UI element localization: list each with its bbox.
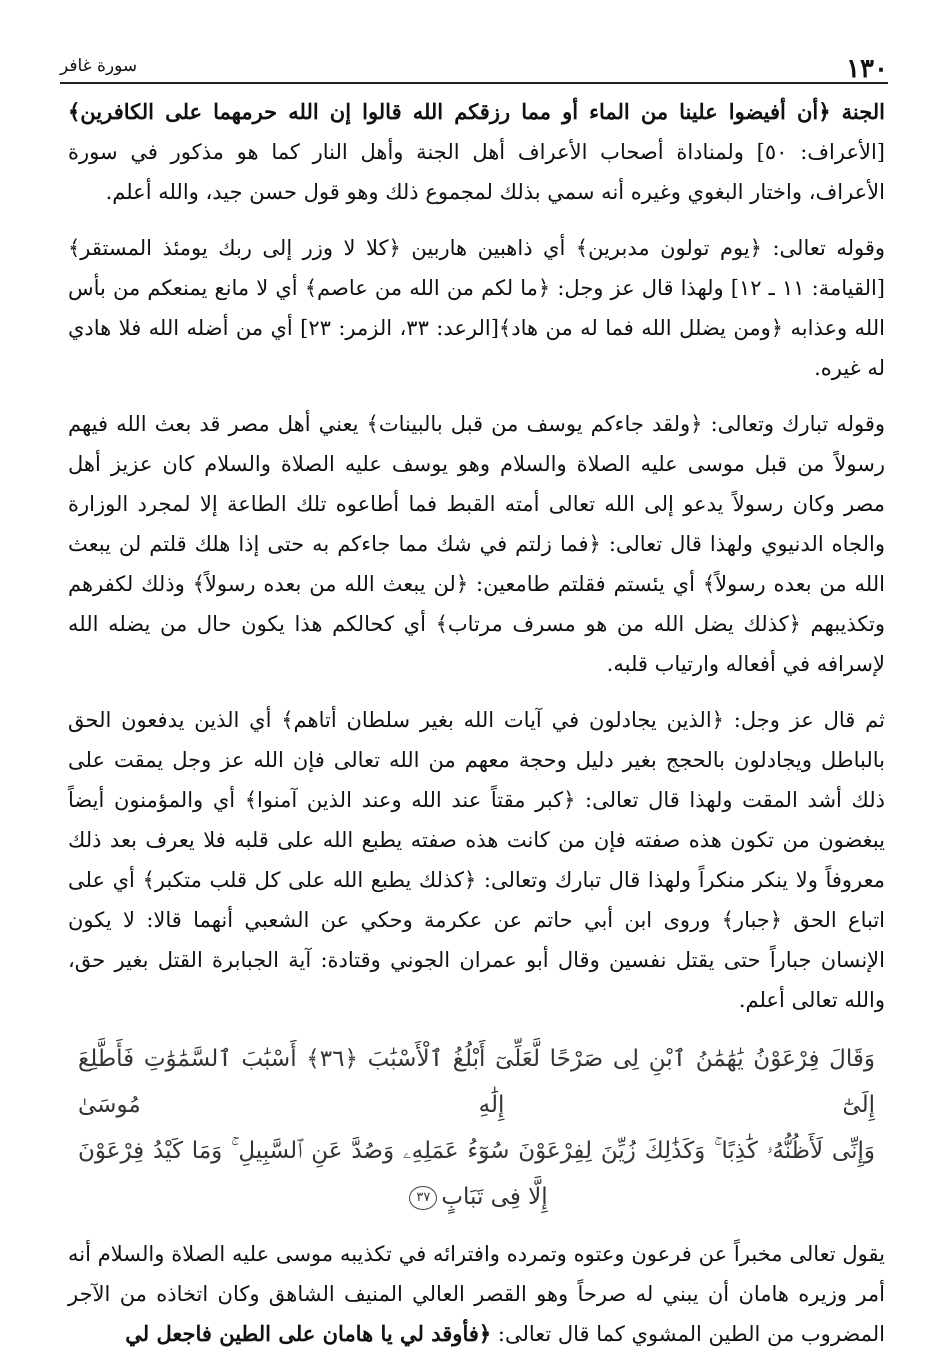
verse-line-3-text: إِلَّا فِى تَبَابٍ [441,1184,548,1210]
paragraph-1-text: [الأعراف: ٥٠] ولمناداة أصحاب الأعراف أهل الجنة وأهل النار كما هو مذكور في سورة الأعراف، واختار البغوي وغيره أنه سمي بذلك لمجموع ذلك وهو قول حسن جيد، والله أعلم. [68,140,885,204]
paragraph-5-text: يقول تعالى مخبراً عن فرعون وعتوه وتمرده وافترائه في تكذيبه موسى عليه الصلاة والسلام أنه أمر وزيره هامان أن يبني له صرحاً وهو القصر العالي المنيف الشاهق وكان اتخاذه من الآجر المضروب من الطين المشوي كما قال تعالى: [68,1242,885,1346]
surah-name: سورة غافر [60,56,138,76]
verse-line-2: وَإِنِّى لَأَظُنُّهُۥ كَٰذِبًا ۚ وَكَذَٰلِكَ زُيِّنَ لِفِرْعَوْنَ سُوٓءُ عَمَلِهِۦ وَصُدَّ عَنِ ٱلسَّبِيلِ ۚ وَمَا كَيْدُ فِرْعَوْنَ [78,1138,875,1164]
paragraph-5-quote: ﴿فأوقد لي يا هامان على الطين فاجعل لي [125,1321,492,1346]
paragraph-1-quote: الجنة ﴿أن أفيضوا علينا من الماء أو مما رزقكم الله قالوا إن الله حرمهما على الكافرين﴾ [68,99,885,124]
paragraph-5 [68,1234,885,1354]
paragraph-3: وقوله تبارك وتعالى: ﴿ولقد جاءكم يوسف من قبل بالبينات﴾ يعني أهل مصر قد بعث الله فيهم رسولاً من قبل موسى عليه الصلاة والسلام وهو يوسف عليه الصلاة والسلام كان عزيز أهل مصر وكان رسولاً يدعو إلى الله تعالى أمته القبط فما أطاعوه تلك الطاعة إلا لمجرد الوزارة والجاه الدنيوي ولهذا قال تعالى: ﴿فما زلتم في شك مما جاءكم به حتى إذا هلك قلتم لن يبعث الله من بعده رسولاً﴾ أي يئستم فقلتم طامعين: ﴿لن يبعث الله من بعده رسولاً﴾ وذلك لكفرهم وتكذيبهم ﴿كذلك يضل الله من هو مسرف مرتاب﴾ أي كحالكم هذا يكون حال من يضله الله لإسرافه في أفعاله وارتياب قلبه. [68,412,885,676]
header-divider [60,82,888,84]
quran-verse-block [78,1036,875,1220]
paragraph-1 [68,92,885,212]
verse-line-3 [78,1174,875,1220]
paragraph-4: ثم قال عز وجل: ﴿الذين يجادلون في آيات الله بغير سلطان أتاهم﴾ أي الذين يدفعون الحق بالباطل ويجادلون بالحجج بغير دليل وحجة معهم من الله تعالى فإن الله عز وجل يمقت على ذلك أشد المقت ولهذا قال تعالى: ﴿كبر مقتاً عند الله وعند الذين آمنوا﴾ أي والمؤمنون أيضاً يبغضون من تكون هذه صفته فإن من كانت هذه صفته يطبع الله على قلبه فلا يعرف بعد ذلك معروفاً ولا ينكر منكراً ولهذا قال تبارك وتعالى: ﴿كذلك يطبع الله على كل قلب متكبر﴾ أي على اتباع الحق ﴿جبار﴾ وروى ابن أبي حاتم عن عكرمة وحكي عن الشعبي أنهما قالا: لا يكون الإنسان جباراً حتى يقتل نفسين وقال أبو عمران الجوني وقتادة: آية الجبابرة القتل بغير حق، والله تعالى أعلم. [68,708,885,1012]
ayah-number-marker: ٣٧ [409,1186,437,1210]
verse-line-1: وَقَالَ فِرْعَوْنُ يَٰهَٰمَٰنُ ٱبْنِ لِى صَرْحًا لَّعَلِّىٓ أَبْلُغُ ٱلْأَسْبَٰبَ ﴿٣٦﴾ أَسْبَٰبَ ٱلسَّمَٰوَٰتِ فَأَطَّلِعَ إِلَىٰٓ إِلَٰهِ مُوسَىٰ [78,1046,875,1118]
page-number: ١٣٠ [846,54,888,84]
page-body [68,92,885,1370]
page-header [60,40,888,82]
paragraph-2: وقوله تعالى: ﴿يوم تولون مدبرين﴾ أي ذاهبين هاربين ﴿كلا لا وزر إلى ربك يومئذ المستقر﴾ [القيامة: ١١ ـ ١٢] ولهذا قال عز وجل: ﴿ما لكم من الله من عاصم﴾ أي لا مانع يمنعكم من بأس الله وعذابه ﴿ومن يضلل الله فما له من هاد﴾[الرعد: ٣٣، الزمر: ٢٣] أي من أضله الله فلا هادي له غيره. [68,236,885,380]
